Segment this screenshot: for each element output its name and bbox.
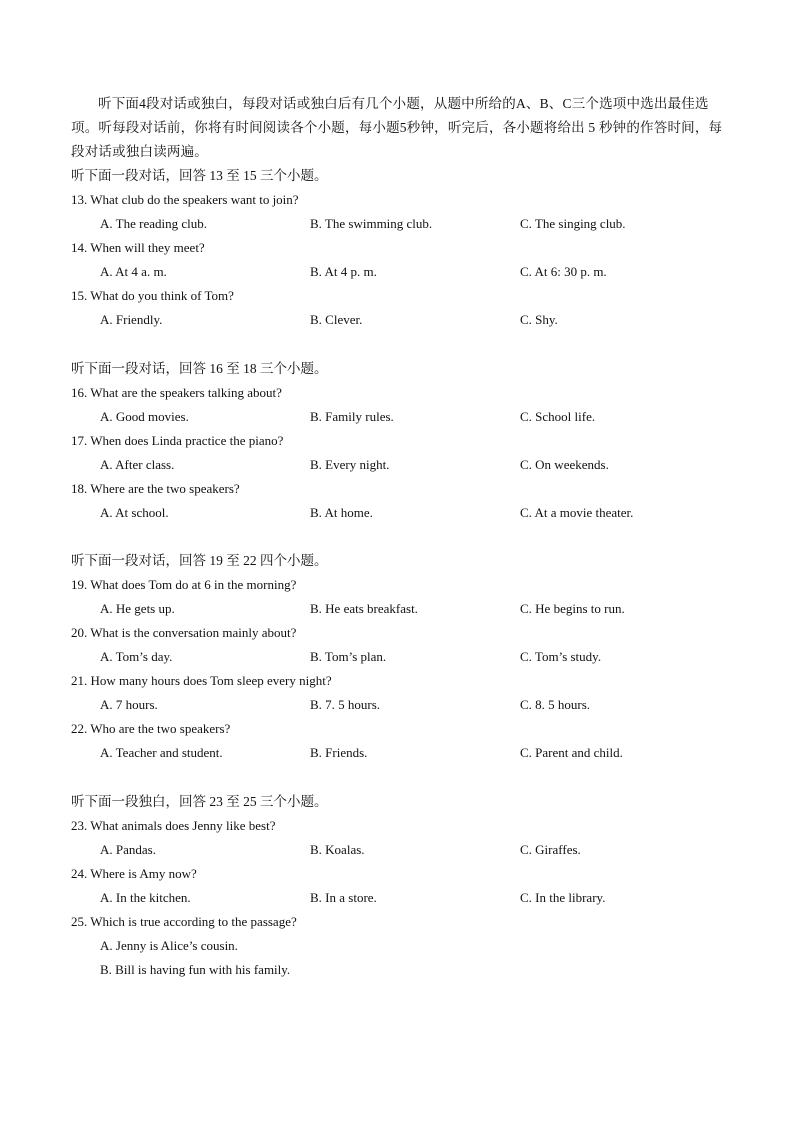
instructions-paragraph: 听下面4段对话或独白，每段对话或独白后有几个小题，从题中所给的A、B、C三个选项中选出最佳选项。听每段对话前，你将有时间阅读各个小题，每小题5秒钟，听完后，各小题将给出 5 秒钟的作答时间，每段对话或独白读两遍。 bbox=[71, 96, 723, 159]
question-16: 16. What are the speakers talking about? bbox=[71, 384, 282, 400]
options-21 bbox=[71, 693, 731, 717]
option-b: B. 7. 5 hours. bbox=[310, 697, 381, 712]
section-title: 听下面一段对话，回答 16 至 18 三个小题。 bbox=[71, 360, 328, 376]
option-b: B. At 4 p. m. bbox=[310, 264, 377, 279]
option-a: A. After class. bbox=[100, 456, 175, 472]
section-title: 听下面一段对话，回答 13 至 15 三个小题。 bbox=[71, 168, 328, 183]
option-c: C. Shy. bbox=[520, 312, 558, 327]
option-b: B. Clever. bbox=[310, 312, 363, 327]
option-c: C. He begins to run. bbox=[520, 601, 625, 616]
option-c: C. At a movie theater. bbox=[520, 504, 634, 520]
options-15 bbox=[71, 308, 731, 332]
option-c: C. Tom’s study. bbox=[520, 649, 602, 664]
question-22: 22. Who are the two speakers? bbox=[71, 721, 231, 736]
option-b: B. Family rules. bbox=[310, 408, 394, 424]
option-a: A. Jenny is Alice’s cousin. bbox=[100, 937, 238, 953]
option-a: A. At 4 a. m. bbox=[100, 264, 167, 279]
option-c: C. Parent and child. bbox=[520, 745, 623, 760]
options-13 bbox=[71, 212, 731, 236]
option-a: A. Friendly. bbox=[100, 312, 163, 327]
option-b: B. In a store. bbox=[310, 889, 377, 905]
option-a: A. In the kitchen. bbox=[100, 889, 191, 905]
question-15: 15. What do you think of Tom? bbox=[71, 288, 234, 303]
option-a: A. He gets up. bbox=[100, 601, 175, 616]
option-a: A. Pandas. bbox=[100, 841, 156, 857]
options-23 bbox=[71, 838, 731, 862]
option-a: A. The reading club. bbox=[100, 216, 207, 231]
option-c: C. 8. 5 hours. bbox=[520, 697, 591, 712]
question-23: 23. What animals does Jenny like best? bbox=[71, 817, 276, 833]
section-monologue bbox=[71, 790, 731, 982]
option-c: C. Giraffes. bbox=[520, 841, 581, 857]
question-21: 21. How many hours does Tom sleep every night? bbox=[71, 673, 332, 688]
question-19: 19. What does Tom do at 6 in the morning? bbox=[71, 577, 297, 592]
option-c: C. On weekends. bbox=[520, 456, 609, 472]
option-b: B. Tom’s plan. bbox=[310, 649, 387, 664]
options-19 bbox=[71, 597, 731, 621]
option-a: A. Good movies. bbox=[100, 408, 189, 424]
option-a: A. 7 hours. bbox=[100, 697, 158, 712]
question-24: 24. Where is Amy now? bbox=[71, 865, 197, 881]
section-spacer bbox=[71, 765, 731, 790]
question-20: 20. What is the conversation mainly about? bbox=[71, 625, 297, 640]
section-title: 听下面一段对话，回答 19 至 22 四个小题。 bbox=[71, 553, 328, 568]
section-dialogue-2 bbox=[71, 357, 731, 525]
option-b: B. He eats breakfast. bbox=[310, 601, 418, 616]
question-17: 17. When does Linda practice the piano? bbox=[71, 432, 284, 448]
option-c: C. The singing club. bbox=[520, 216, 626, 231]
option-b: B. Every night. bbox=[310, 456, 390, 472]
section-spacer bbox=[71, 525, 731, 550]
option-b: B. Koalas. bbox=[310, 841, 365, 857]
option-b: B. The swimming club. bbox=[310, 216, 433, 231]
option-a: A. At school. bbox=[100, 504, 169, 520]
option-c: C. School life. bbox=[520, 408, 596, 424]
question-14: 14. When will they meet? bbox=[71, 240, 205, 255]
options-24 bbox=[71, 886, 731, 910]
option-c: C. In the library. bbox=[520, 889, 606, 905]
exam-page bbox=[71, 92, 731, 982]
option-c: C. At 6: 30 p. m. bbox=[520, 264, 607, 279]
option-b: B. Friends. bbox=[310, 745, 368, 760]
option-a: A. Teacher and student. bbox=[100, 745, 223, 760]
question-18: 18. Where are the two speakers? bbox=[71, 480, 240, 496]
options-14 bbox=[71, 260, 731, 284]
options-18 bbox=[71, 501, 731, 525]
options-22 bbox=[71, 741, 731, 765]
option-a: A. Tom’s day. bbox=[100, 649, 173, 664]
options-20 bbox=[71, 645, 731, 669]
option-b: B. Bill is having fun with his family. bbox=[100, 961, 291, 977]
option-b: B. At home. bbox=[310, 504, 373, 520]
options-16 bbox=[71, 405, 731, 429]
question-13: 13. What club do the speakers want to join? bbox=[71, 192, 299, 207]
section-dialogue-3 bbox=[71, 549, 731, 765]
question-25: 25. Which is true according to the passage? bbox=[71, 913, 297, 929]
section-spacer bbox=[71, 332, 731, 357]
options-17 bbox=[71, 453, 731, 477]
section-title: 听下面一段独白，回答 23 至 25 三个小题。 bbox=[71, 793, 328, 809]
section-dialogue-1 bbox=[71, 164, 731, 332]
